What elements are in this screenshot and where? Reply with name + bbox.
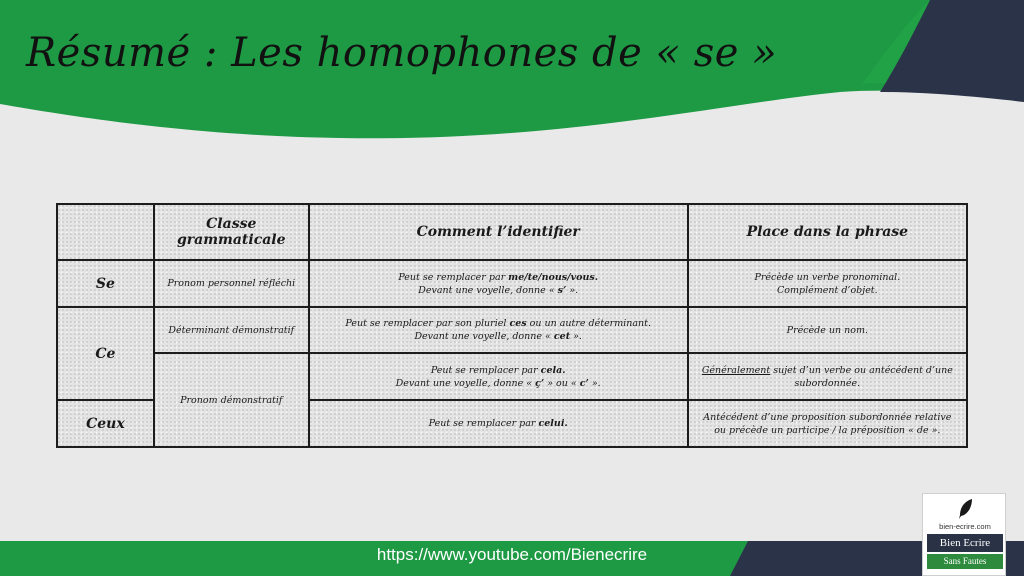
identifier-se: Peut se remplacer par me/te/nous/vous. Devant une voyelle, donne « s’ ».	[309, 260, 688, 307]
table-row-se	[57, 260, 967, 307]
identifier-ce-determinant: Peut se remplacer par son pluriel ces ou un autre déterminant. Devant une voyelle, donne « cet ».	[309, 307, 688, 353]
place-ce-pronom: Généralement sujet d’un verbe ou antécédent d’une subordonnée.	[688, 353, 967, 400]
logo-brand: Bien Ecrire	[927, 534, 1003, 552]
header-row	[57, 204, 967, 260]
logo-tagline: Sans Fautes	[927, 554, 1003, 569]
place-ceux: Antécédent d’une proposition subordonnée relative ou précède un participe / la préposition « de ».	[688, 400, 967, 447]
logo-site: bien-ecrire.com	[939, 522, 991, 531]
row-label-se: Se	[57, 260, 154, 307]
page-title: Résumé : Les homophones de « se »	[26, 30, 778, 76]
table-row-ce-determinant	[57, 307, 967, 353]
header-identifier: Comment l’identifier	[309, 204, 688, 260]
homophones-table	[56, 203, 968, 446]
classe-pronom-demonstratif: Pronom démonstratif	[154, 353, 309, 447]
place-se: Précède un verbe pronominal. Complément d’objet.	[688, 260, 967, 307]
row-label-ce: Ce	[57, 307, 154, 400]
identifier-ceux: Peut se remplacer par celui.	[309, 400, 688, 447]
row-label-ceux: Ceux	[57, 400, 154, 447]
place-ce-determinant: Précède un nom.	[688, 307, 967, 353]
classe-se: Pronom personnel réfléchi	[154, 260, 309, 307]
classe-ce-determinant: Déterminant démonstratif	[154, 307, 309, 353]
youtube-link[interactable]: https://www.youtube.com/Bienecrire	[376, 545, 648, 564]
feather-icon	[957, 498, 975, 520]
header-empty-cell	[57, 204, 154, 260]
header-classe-line2: grammaticale	[176, 232, 286, 248]
header-classe	[154, 204, 309, 260]
brand-logo	[922, 493, 1006, 576]
header-classe-line1: Classe	[206, 216, 257, 232]
table-row-ce-pronom	[57, 353, 967, 400]
identifier-ce-pronom: Peut se remplacer par cela. Devant une voyelle, donne « ç’ » ou « c’ ».	[309, 353, 688, 400]
header-place: Place dans la phrase	[688, 204, 967, 260]
